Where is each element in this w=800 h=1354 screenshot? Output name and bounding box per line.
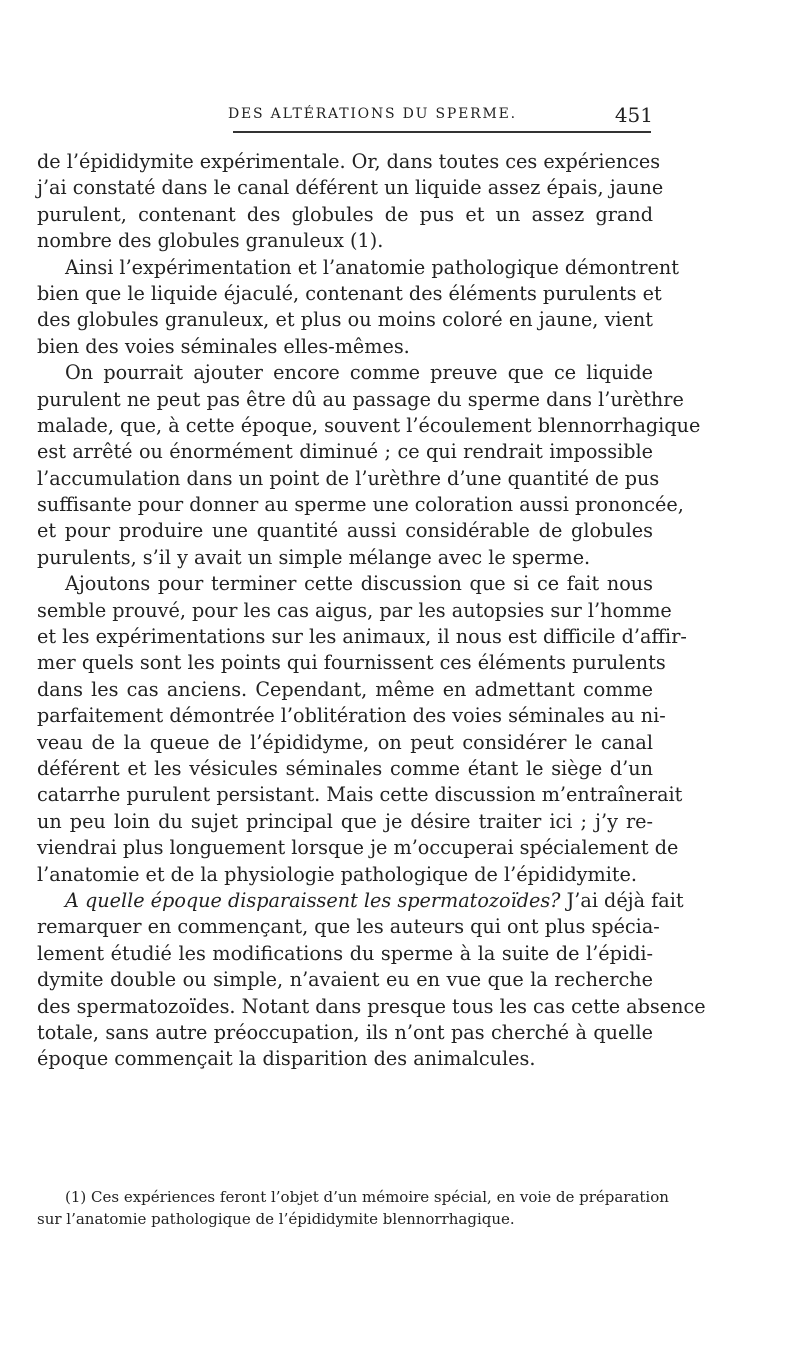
header-rule — [233, 131, 651, 133]
body-text — [37, 149, 706, 1073]
text-line: époque commençait la disparition des animalcules. — [37, 1047, 536, 1071]
text-line: viendrai plus longuement lorsque je m’occuperai spécialement de — [37, 836, 679, 860]
running-header — [228, 104, 653, 128]
text-line: On pourrait ajouter encore comme preuve que ce liquide — [65, 361, 653, 385]
text-line: déférent et les vésicules séminales comme étant le siège d’un — [37, 756, 653, 780]
running-title: DES ALTÉRATIONS DU SPERME. — [228, 106, 517, 122]
text-line: nombre des globules granuleux (1). — [37, 229, 384, 253]
text-line: l’anatomie et de la physiologie pathologique de l’épididymite. — [37, 862, 638, 886]
text-line: semble prouvé, pour les cas aigus, par les autopsies sur l’homme — [37, 598, 672, 622]
text-line: bien des voies séminales elles-mêmes. — [37, 334, 410, 358]
text-line: et les expérimentations sur les animaux, il nous est difficile d’affir- — [37, 625, 687, 649]
text-line: suffisante pour donner au sperme une coloration aussi prononcée, — [37, 493, 684, 517]
text-line: des spermatozoïdes. Notant dans presque tous les cas cette absence — [37, 994, 706, 1018]
text-line: l’accumulation dans un point de l’urèthre d’une quantité de pus — [37, 466, 660, 490]
footnote-line: (1) Ces expériences feront l’objet d’un mémoire spécial, en voie de préparation — [65, 1188, 669, 1206]
text-line: et pour produire une quantité aussi considérable de globules — [37, 519, 653, 543]
text-line: malade, que, à cette époque, souvent l’écoulement blennorrhagique — [37, 413, 701, 437]
text-line: totale, sans autre préoccupation, ils n’ont pas cherché à quelle — [37, 1020, 653, 1044]
text-line: lement étudié les modifications du sperme à la suite de l’épidi- — [37, 941, 653, 965]
page-number: 451 — [614, 103, 653, 127]
text-line: mer quels sont les points qui fournissent ces éléments purulents — [37, 651, 666, 675]
text-line: est arrêté ou énormément diminué ; ce qui rendrait impossible — [37, 440, 653, 464]
text-line: dymite double ou simple, n’avaient eu en vue que la recherche — [37, 968, 653, 992]
text-line: de l’épididymite expérimentale. Or, dans toutes ces expériences — [37, 150, 661, 173]
section-heading-line — [37, 888, 684, 914]
text-line: parfaitement démontrée l’oblitération des voies séminales au ni- — [37, 704, 666, 728]
heading-line-text: J’ai déjà fait — [560, 888, 684, 912]
text-line: catarrhe purulent persistant. Mais cette discussion m’entraînerait — [37, 783, 683, 807]
section-heading: A quelle époque disparaissent les spermatozoïdes? — [65, 888, 561, 912]
text-line: Ajoutons pour terminer cette discussion que si ce fait nous — [65, 572, 653, 596]
text-line: remarquer en commençant, que les auteurs qui ont plus spécia- — [37, 915, 660, 939]
text-line: purulent ne peut pas être dû au passage du sperme dans l’urèthre — [37, 387, 684, 411]
text-line: dans les cas anciens. Cependant, même en admettant comme — [37, 677, 653, 701]
text-line: des globules granuleux, et plus ou moins coloré en jaune, vient — [37, 308, 653, 332]
text-line: un peu loin du sujet principal que je désire traiter ici ; j’y re- — [37, 809, 653, 833]
footnote — [37, 1186, 669, 1230]
footnote-line: sur l’anatomie pathologique de l’épididymite blennorrhagique. — [37, 1210, 515, 1228]
text-line: purulents, s’il y avait un simple mélange avec le sperme. — [37, 545, 591, 569]
text-line: j’ai constaté dans le canal déférent un liquide assez épais, jaune — [37, 176, 664, 200]
text-line: veau de la queue de l’épididyme, on peut considérer le canal — [37, 730, 653, 754]
text-line: bien que le liquide éjaculé, contenant des éléments purulents et — [37, 281, 662, 305]
text-line: Ainsi l’expérimentation et l’anatomie pathologique démontrent — [65, 255, 679, 279]
text-line: purulent, contenant des globules de pus et un assez grand — [37, 202, 653, 226]
